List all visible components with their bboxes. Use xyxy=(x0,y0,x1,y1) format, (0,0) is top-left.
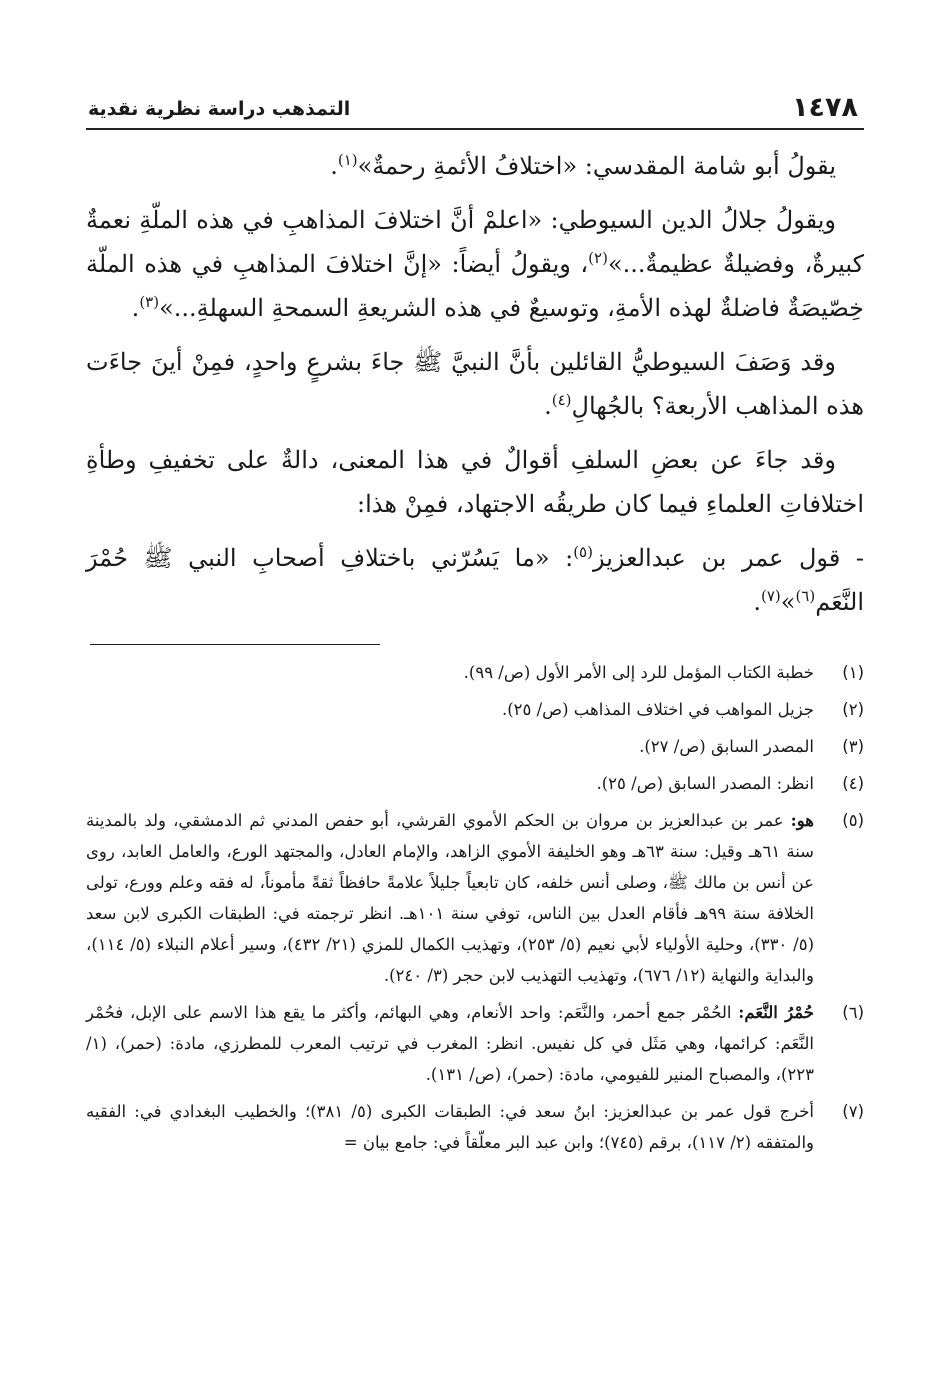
paragraph-text: وقد وَصَفَ السيوطيُّ القائلين بأنَّ النبيَّ ﷺ جاءَ بشرعٍ واحدٍ، فمِنْ أينَ جاءَت هذه المذاهب الأربعة؟ بالجُهالِ xyxy=(86,348,864,420)
paragraph-tail: : «ما يَسُرّني باختلافِ أصحابِ النبي ﷺ حُمْرَ النَّعَم xyxy=(86,544,864,616)
footnote-number: (٤) xyxy=(842,774,864,793)
footnote-body: المصدر السابق (ص/ ٢٧). xyxy=(639,737,814,756)
footnote-text xyxy=(86,731,814,762)
paragraph-text: وقد جاءَ عن بعضِ السلفِ أقوالٌ في هذا المعنى، دالةٌ على تخفيفِ وطأةِ اختلافاتِ العلماءِ فيما كان طريقُه الاجتهاد، فمِنْ هذا: xyxy=(86,446,864,518)
footnotes-section xyxy=(86,657,864,1158)
footnote-text xyxy=(86,997,814,1090)
footnote-ref[interactable]: (١) xyxy=(337,151,358,169)
footnote-body: خطبة الكتاب المؤمل للرد إلى الأمر الأول (ص/ ٩٩). xyxy=(463,663,814,682)
footnote-text xyxy=(86,1096,814,1158)
footnote-body: عمر بن عبدالعزيز بن مروان بن الحكم الأموي القرشي، أبو حفص المدني ثم الدمشقي، ولد بالمدينة سنة ٦١هـ وقيل: سنة ٦٣هـ وهو الخليفة الأموي الزاهد، والإمام العادل، والمجتهد الورع، والعامل العابد، روى عن أنس بن مالك ﷺ، وصلى أنس خلفه، كان تابعياً جليلاً علامةً حافظاً ثقةً مأموناً، له فقه وعلم وورع، تولى الخلافة سنة ٩٩هـ فأقام العدل بين الناس، توفي سنة ١٠١هـ. انظر ترجمته في: الطبقات الكبرى لابن سعد (٥/ ٣٣٠)، وحلية الأولياء لأبي نعيم (٥/ ٢٥٣)، وتهذيب الكمال للمزي (٢١/ ٤٣٢)، وسير أعلام النبلاء (٥/ ١١٤)، والبداية والنهاية (١٢/ ٦٧٦)، وتهذيب التهذيب لابن حجر (٣/ ٢٤٠). xyxy=(86,811,815,985)
footnote-ref[interactable]: (٦) xyxy=(795,587,816,605)
footnote-text xyxy=(86,805,814,991)
footnote-ref[interactable]: (٧) xyxy=(760,587,781,605)
footnote-lead: حُمْرُ النَّعَم: xyxy=(738,1003,814,1022)
paragraph-text: - قول عمر بن عبدالعزيز xyxy=(592,544,865,572)
footnote-item xyxy=(86,805,864,991)
footnote-ref[interactable]: (٥) xyxy=(573,543,593,561)
footnote-item xyxy=(86,657,864,688)
footnote-number: (٧) xyxy=(842,1102,864,1121)
paragraph-text: يقولُ أبو شامة المقدسي: «اختلافُ الأئمةِ رحمةٌ» xyxy=(357,152,836,180)
footnote-body: جزيل المواهب في اختلاف المذاهب (ص/ ٢٥). xyxy=(501,700,814,719)
paragraph-salaf-sayings xyxy=(86,438,864,526)
footnote-ref[interactable]: (٢) xyxy=(588,249,608,267)
footnote-lead: هو: xyxy=(790,811,814,830)
paragraph-tail: . xyxy=(330,152,338,180)
footnote-item xyxy=(86,694,864,725)
paragraph-tail: . xyxy=(131,294,140,322)
footnote-ref[interactable]: (٣) xyxy=(139,293,160,311)
book-page xyxy=(86,92,864,1164)
running-title: التمذهب دراسة نظرية نقدية xyxy=(88,98,351,120)
paragraph-abu-shama xyxy=(86,144,864,188)
footnote-body: أخرج قول عمر بن عبدالعزيز: ابنُ سعد في: الطبقات الكبرى (٥/ ٣٨١)؛ والخطيب البغدادي في: الفقيه والمتفقه (٢/ ١١٧)، برقم (٧٤٥)؛ وابن عبد البر معلّقاً في: جامع بيان = xyxy=(86,1102,814,1152)
footnote-body: الحُمْر جمع أحمر، والنَّعَم: واحد الأنعام، وهي البهائم، وأكثر ما يقع هذا الاسم على الإبل، فحُمْر النَّعَم: كرائمها، وهي مَثَل في كل نفيس. انظر: المغرب في ترتيب المعرب للمطرزي، مادة: (حمر)، (١/ ٢٢٣)، والمصباح المنير للفيومي، مادة: (حمر)، (ص/ ١٣١). xyxy=(86,1003,814,1084)
footnote-text xyxy=(86,657,814,688)
footnote-number: (١) xyxy=(842,663,864,682)
running-header xyxy=(86,92,864,130)
paragraph-tail: . xyxy=(753,588,761,616)
footnote-text xyxy=(86,694,814,725)
paragraph-suyuti-description xyxy=(86,340,864,428)
footnote-number: (٢) xyxy=(842,700,864,719)
footnote-divider xyxy=(90,644,380,645)
main-text xyxy=(86,144,864,624)
paragraph-text: ويقولُ جلالُ الدين السيوطي: «اعلمْ أنَّ اختلافَ المذاهبِ في هذه الملّةِ نعمةٌ كبيرةٌ، وفضيلةٌ عظيمةٌ...» xyxy=(86,206,864,278)
footnote-item xyxy=(86,768,864,799)
page-number: ١٤٧٨ xyxy=(792,92,858,123)
footnote-ref[interactable]: (٤) xyxy=(551,391,572,409)
paragraph-tail: . xyxy=(544,392,552,420)
footnote-number: (٥) xyxy=(842,811,864,830)
paragraph-tail: » xyxy=(780,588,796,616)
paragraph-tail: ، ويقولُ أيضاً: «إنَّ اختلافَ المذاهبِ في هذه الملّة خِصّيصَةٌ فاضلةٌ لهذه الأمةِ، وتوسيعٌ في هذه الشريعةِ السمحةِ السهلةِ...» xyxy=(86,250,864,322)
footnote-body: انظر: المصدر السابق (ص/ ٢٥). xyxy=(596,774,814,793)
footnote-item xyxy=(86,997,864,1090)
footnote-item xyxy=(86,1096,864,1158)
paragraph-umar-quote xyxy=(86,536,864,624)
footnote-number: (٦) xyxy=(842,1003,864,1022)
footnote-item xyxy=(86,731,864,762)
paragraph-suyuti-quotes xyxy=(86,198,864,330)
footnote-number: (٣) xyxy=(842,737,864,756)
footnote-text xyxy=(86,768,814,799)
